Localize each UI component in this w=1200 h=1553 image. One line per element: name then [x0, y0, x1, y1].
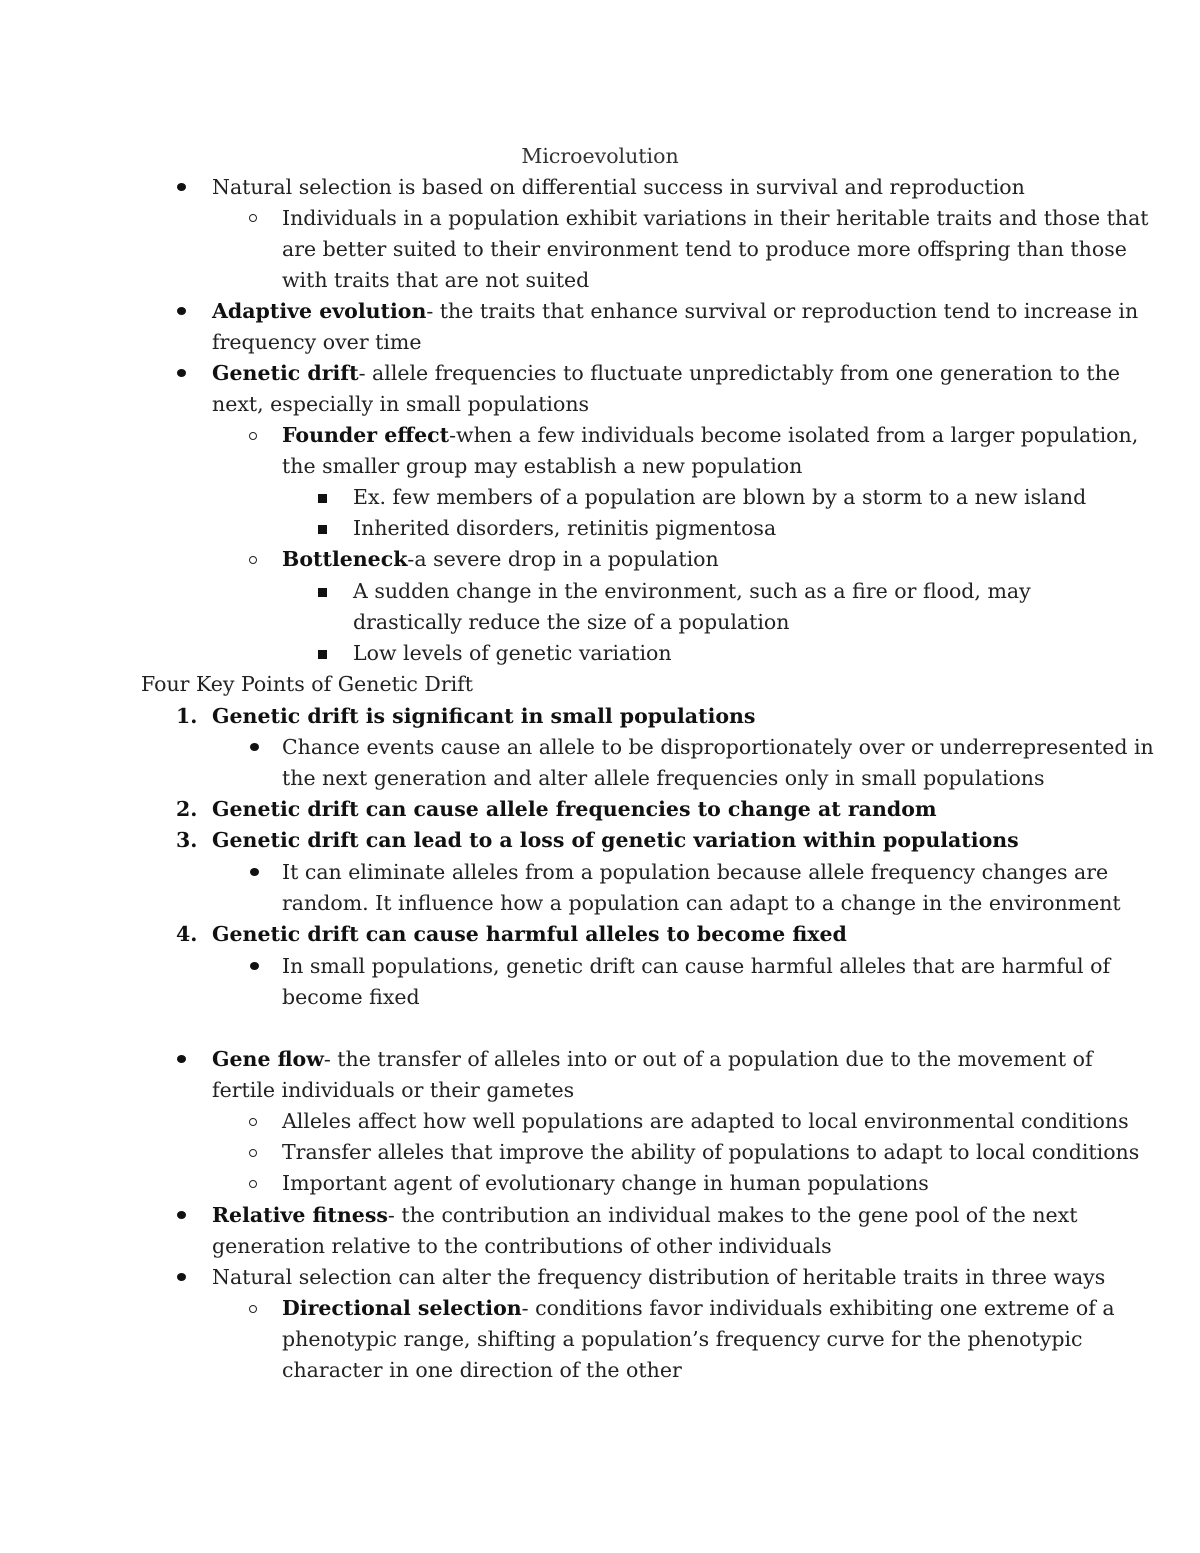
key-point-2-text: Genetic drift can cause allele frequencies to change at random [212, 797, 937, 821]
gene-flow-def: - the transfer of alleles into or out of a population due to the movement of [323, 1047, 1093, 1071]
gene-flow-term: Gene flow [212, 1047, 324, 1071]
key-point-3-sub-line-2: random. It influence how a population can adapt to a change in the environment [282, 891, 1121, 915]
bullet-dot-icon [250, 868, 259, 876]
list-number: 3. [176, 828, 198, 852]
directional-selection-def: - conditions favor individuals exhibiting one extreme of a [521, 1296, 1115, 1320]
key-point-1-text: Genetic drift is significant in small populations [212, 704, 756, 728]
bottleneck-example-1: A sudden change in the environment, such as a fire or flood, may [353, 579, 1031, 603]
bullet-circle-icon [249, 1149, 257, 1157]
adaptive-evolution-line-1 [212, 296, 1138, 327]
variation-line-3: with traits that are not suited [282, 268, 590, 292]
directional-selection-line-2: phenotypic range, shifting a population’s frequency curve for the phenotypic [282, 1327, 1083, 1351]
list-number: 2. [176, 797, 198, 821]
genetic-drift-def: - allele frequencies to fluctuate unpredictably from one generation to the [358, 361, 1120, 385]
key-point-3-sub-line-1: It can eliminate alleles from a population because allele frequency changes are [282, 860, 1109, 884]
key-point-4-sub-line-2: become fixed [282, 985, 420, 1009]
bullet-square-icon [318, 588, 327, 597]
bottleneck-def: -a severe drop in a population [407, 547, 719, 571]
variation-line-1: Individuals in a population exhibit variations in their heritable traits and those that [282, 206, 1149, 230]
bottleneck-term: Bottleneck [282, 547, 408, 571]
bottleneck-line [282, 544, 719, 575]
founder-effect-def: -when a few individuals become isolated from a larger population, [449, 423, 1139, 447]
adaptive-evolution-def: - the traits that enhance survival or reproduction tend to increase in [426, 299, 1139, 323]
key-point-3-text: Genetic drift can lead to a loss of genetic variation within populations [212, 828, 1019, 852]
bullet-circle-icon [249, 1305, 257, 1313]
bullet-square-icon [318, 650, 327, 659]
gene-flow-line-1 [212, 1044, 1093, 1075]
relative-fitness-line-2: generation relative to the contributions of other individuals [212, 1234, 832, 1258]
bottleneck-example-2: Low levels of genetic variation [353, 641, 672, 665]
bullet-dot-icon [250, 743, 259, 751]
genetic-drift-line-1 [212, 358, 1120, 389]
relative-fitness-def: - the contribution an individual makes to the gene pool of the next [387, 1203, 1078, 1227]
three-ways-text: Natural selection can alter the frequency distribution of heritable traits in three ways [212, 1265, 1106, 1289]
bullet-dot-icon [177, 1211, 186, 1219]
key-point-1-sub-line-1: Chance events cause an allele to be disproportionately over or underrepresented in [282, 735, 1154, 759]
key-point-4-sub-line-1: In small populations, genetic drift can cause harmful alleles that are harmful of [282, 954, 1111, 978]
gene-flow-line-2: fertile individuals or their gametes [212, 1078, 575, 1102]
genetic-drift-term: Genetic drift [212, 361, 359, 385]
bullet-circle-icon [249, 556, 257, 564]
bullet-dot-icon [177, 1273, 186, 1281]
founder-example-1: Ex. few members of a population are blown by a storm to a new island [353, 485, 1087, 509]
key-point-4 [212, 919, 847, 950]
natural-selection-text: Natural selection is based on differential success in survival and reproduction [212, 175, 1025, 199]
list-number: 4. [176, 922, 198, 946]
bullet-square-icon [318, 525, 327, 534]
four-key-points-heading: Four Key Points of Genetic Drift [141, 672, 473, 696]
bullet-dot-icon [177, 307, 186, 315]
directional-selection-term: Directional selection [282, 1296, 522, 1320]
relative-fitness-line-1 [212, 1200, 1077, 1231]
adaptive-evolution-term: Adaptive evolution [212, 299, 427, 323]
genetic-drift-line-2: next, especially in small populations [212, 392, 590, 416]
list-number: 1. [176, 704, 198, 728]
key-point-1-sub-line-2: the next generation and alter allele frequencies only in small populations [282, 766, 1045, 790]
bullet-square-icon [318, 494, 327, 503]
bottleneck-example-1-cont: drastically reduce the size of a population [353, 610, 790, 634]
gene-flow-item-3: Important agent of evolutionary change in human populations [282, 1171, 929, 1195]
bullet-circle-icon [249, 214, 257, 222]
founder-example-2: Inherited disorders, retinitis pigmentosa [353, 516, 777, 540]
page-title: Microevolution [521, 144, 679, 168]
bullet-dot-icon [250, 962, 259, 970]
variation-line-2: are better suited to their environment tend to produce more offspring than those [282, 237, 1127, 261]
bullet-dot-icon [177, 369, 186, 377]
key-point-3 [212, 825, 1019, 856]
gene-flow-item-2: Transfer alleles that improve the ability of populations to adapt to local conditions [282, 1140, 1140, 1164]
founder-effect-line-2: the smaller group may establish a new population [282, 454, 803, 478]
bullet-dot-icon [177, 1055, 186, 1063]
bullet-circle-icon [249, 1180, 257, 1188]
key-point-1 [212, 701, 755, 732]
directional-selection-line-3: character in one direction of the other [282, 1358, 682, 1382]
relative-fitness-term: Relative fitness [212, 1203, 388, 1227]
key-point-4-text: Genetic drift can cause harmful alleles to become fixed [212, 922, 847, 946]
key-point-2 [212, 794, 937, 825]
founder-effect-line-1 [282, 420, 1138, 451]
gene-flow-item-1: Alleles affect how well populations are adapted to local environmental conditions [282, 1109, 1129, 1133]
directional-selection-line-1 [282, 1293, 1115, 1324]
adaptive-evolution-line-2: frequency over time [212, 330, 422, 354]
founder-effect-term: Founder effect [282, 423, 450, 447]
bullet-dot-icon [177, 183, 186, 191]
bullet-circle-icon [249, 432, 257, 440]
bullet-circle-icon [249, 1118, 257, 1126]
